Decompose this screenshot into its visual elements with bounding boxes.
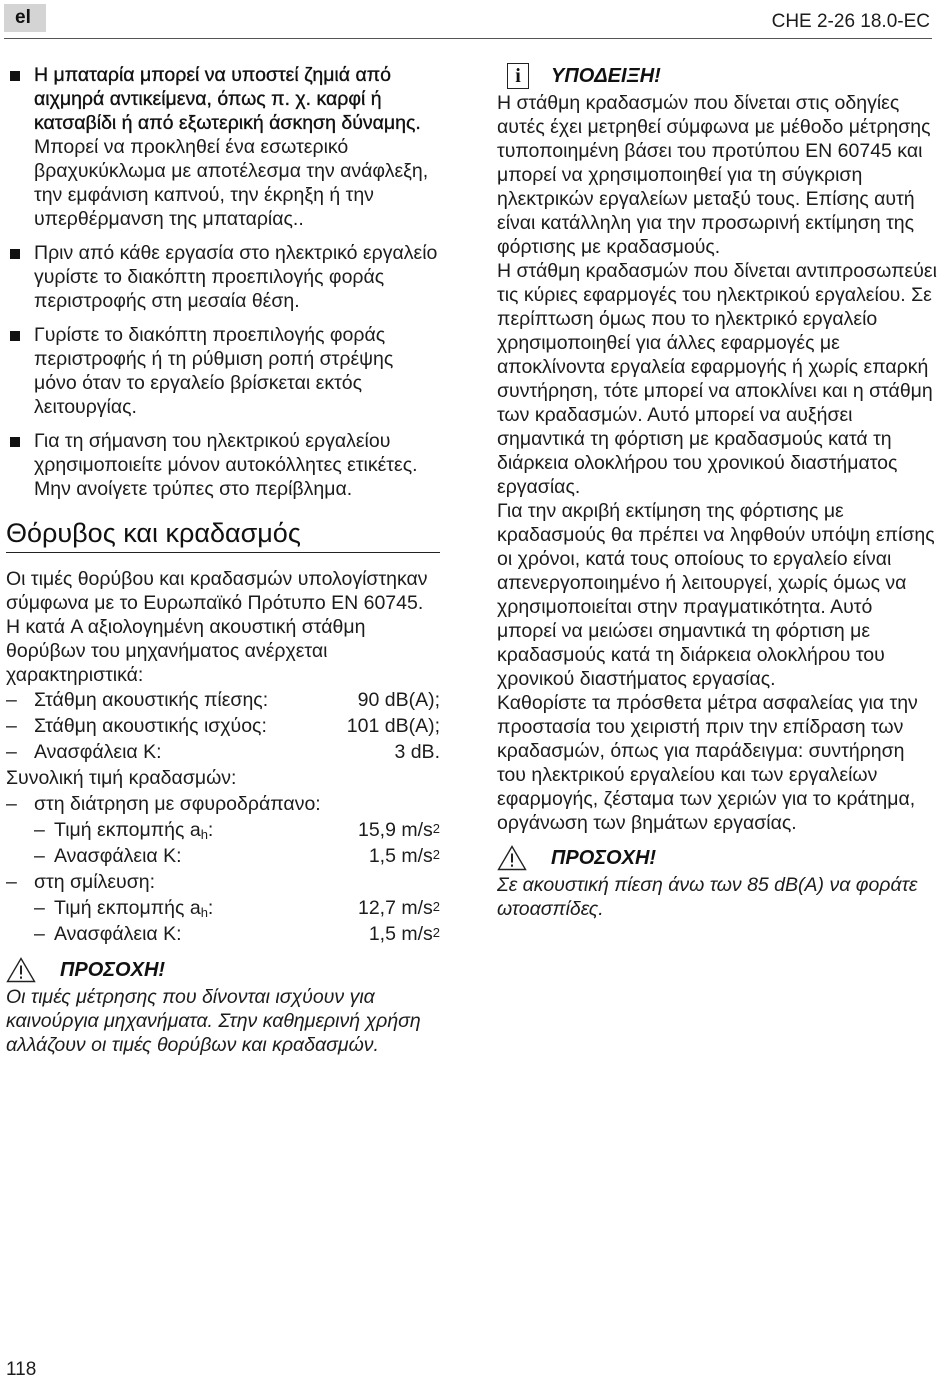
- bullet-text: Μπορεί να προκληθεί ένα εσωτερικό βραχυκύκλωμα με αποτέλεσμα την ανάφλεξη, την εμφάνιση καπνού, την έκρηξη ή την υπερθέρμανση της μπαταρίας..: [34, 136, 429, 230]
- safety-bullet-labels: [6, 429, 440, 501]
- spec-label: – στη σμίλευση:: [34, 871, 156, 893]
- spec-row-uncertainty: [6, 739, 440, 765]
- noise-level-paragraph: Η κατά A αξιολογημένη ακουστική στάθμη θορύβων του μηχανήματος ανέρχεται χαρακτηριστικά:: [6, 616, 366, 686]
- caution-text: Σε ακουστική πίεση άνω των 85 dB(A) να φοράτε ωτοασπίδες.: [497, 874, 918, 920]
- spec-value: 90 dB(A);: [357, 689, 440, 711]
- spec-value: 3 dB.: [394, 741, 440, 763]
- right-column: [497, 63, 937, 921]
- hint-paragraph-3: Για την ακριβή εκτίμηση της φόρτισης με κραδασμούς θα πρέπει να ληφθούν υπόψη επίσης οι χρόνοι, κατά τους οποίους το εργαλείο είναι απενεργοποιημένο ή λειτουργεί, χωρίς όμως να χρησιμοποιείται στην πραγματικότητα. Αυτό μπορεί να μειώσει σημαντικά τη φόρτιση με κραδασμούς κατά τη διάρκεια ολοκλήρου του χρονικού διαστήματος εργασίας.: [497, 500, 935, 690]
- page-number: 118: [6, 1359, 37, 1380]
- exponent: 2: [432, 821, 440, 836]
- vibration-total-label: Συνολική τιμή κραδασμών:: [6, 767, 237, 789]
- bullet-text-2: Μην ανοίγετε τρύπες στο περίβλημα.: [34, 478, 353, 500]
- drilling-heading: [6, 791, 440, 817]
- hint-paragraph-2: Η στάθμη κραδασμών που δίνεται αντιπροσωπεύει τις κύριες εφαρμογές του ηλεκτρικού εργαλείου. Σε περίπτωση όμως που το ηλεκτρικό εργαλείο χρησιμοποιηθεί για άλλες εφαρμογές με αποκλίνοντα εργαλεία εφαρμογής ή χωρίς επαρκή συντήρηση, τότε μπορεί να αποκλίνει και η στάθμη των κραδασμών. Αυτό μπορεί να αυξήσει σημαντικά τη φόρτιση με κραδασμούς κατά τη διάρκεια ολοκλήρου του χρονικού διαστήματος εργασίας.: [497, 260, 937, 498]
- hint-paragraph-1: Η στάθμη κραδασμών που δίνεται στις οδηγίες αυτές έχει μετρηθεί σύμφωνα με μέθοδο μέτρησης τυποποιημένη βάσει του προτύπου EN 60745 και μπορεί να χρησιμοποιηθεί για τη σύγκριση ηλεκτρικών εργαλείων μεταξύ τους. Επίσης αυτή είναι κατάλληλη για την προσωρινή εκτίμηση της φόρτισης με κραδασμούς.: [497, 92, 931, 258]
- language-tab: [4, 4, 46, 32]
- hint-paragraph-4: Καθορίστε τα πρόσθετα μέτρα ασφαλείας για την προστασία του χειριστή πριν την επίδραση των κραδασμών, όπως για παράδειγμα: συντήρηση του ηλεκτρικού εργαλείου και των εργαλείων εφαρμογής, ζέσταμα των χεριών για το κράτημα, οργάνωση των βημάτων εργασίας.: [497, 692, 918, 834]
- language-code: el: [15, 7, 31, 28]
- bullet-text: Γυρίστε το διακόπτη προεπιλογής φοράς περιστροφής ή τη ρύθμιση ροπή στρέψης μόνο όταν το εργαλείο βρίσκεται εκτός λειτουργίας.: [34, 324, 394, 418]
- hint-heading: [497, 61, 937, 91]
- warning-triangle-icon: [497, 845, 527, 871]
- spec-value: 1,5 $m/s^2$: [368, 845, 440, 867]
- spec-value: 12,7 $m/s^2$: [357, 897, 440, 919]
- spec-value: 15,9 $m/s^2$: [357, 819, 440, 841]
- spec-value: 101 dB(A);: [346, 715, 440, 737]
- subscript-h: h: [200, 905, 208, 920]
- spec-label: – Τιμή εκπομπής $a_h$:: [54, 819, 214, 842]
- spec-label: – Ανασφάλεια K:: [54, 923, 182, 945]
- section-title: Θόρυβος και κραδασμός: [6, 517, 440, 553]
- bullet-strong-text: Η μπαταρία μπορεί να υποστεί ζημιά από αιχμηρά αντικείμενα, όπως π. χ. καρφί ή κατσαβίδι ή από εξωτερική άσκηση δύναμης.: [34, 64, 421, 134]
- bullet-text: Πριν από κάθε εργασία στο ηλεκτρικό εργαλείο γυρίστε το διακόπτη προεπιλογής φοράς περιστροφής στη μεσαία θέση.: [34, 242, 438, 312]
- spec-label: – Στάθμη ακουστικής πίεσης:: [34, 689, 269, 711]
- bullet-text: Για τη σήμανση του ηλεκτρικού εργαλείου χρησιμοποιείτε μόνον αυτοκόλλητες ετικέτες.: [34, 430, 418, 476]
- spec-row-chiselling-emission: [6, 895, 440, 921]
- caution-text: Οι τιμές μέτρησης που δίνονται ισχύουν για καινούργια μηχανήματα. Στην καθημερινή χρήση αλλάζουν οι τιμές θορύβων και κραδασμών.: [6, 986, 421, 1056]
- spec-label: – Τιμή εκπομπής $a_h$:: [54, 897, 214, 920]
- hint-title: ΥΠΟΔΕΙΞΗ!: [551, 65, 661, 87]
- safety-bullet-switch-center: [6, 241, 440, 313]
- spec-label: – Ανασφάλεια K:: [34, 741, 162, 763]
- spec-row-drilling-emission: [6, 817, 440, 843]
- safety-bullet-switch-off: [6, 323, 440, 419]
- safety-bullet-battery: [6, 63, 440, 231]
- chiselling-heading: [6, 869, 440, 895]
- left-column: [6, 63, 440, 1057]
- info-icon: i: [507, 63, 529, 89]
- exponent: 2: [432, 899, 440, 914]
- standard-paragraph: Οι τιμές θορύβου και κραδασμών υπολογίστηκαν σύμφωνα με το Ευρωπαϊκό Πρότυπο EN 60745.: [6, 568, 428, 614]
- spec-row-chiselling-uncertainty: [6, 921, 440, 947]
- spec-label: – Ανασφάλεια K:: [54, 845, 182, 867]
- spec-label: – στη διάτρηση με σφυροδράπανο:: [34, 793, 321, 815]
- warning-triangle-icon: [6, 957, 36, 983]
- spec-row-sound-power: [6, 713, 440, 739]
- caution-title: ΠΡΟΣΟΧΗ!: [60, 959, 166, 981]
- spec-row-drilling-uncertainty: [6, 843, 440, 869]
- exponent: 2: [432, 847, 440, 862]
- spec-row-sound-pressure: [6, 687, 440, 713]
- spec-label: – Στάθμη ακουστικής ισχύος:: [34, 715, 267, 737]
- caution-heading: [6, 955, 440, 985]
- header-rule: [4, 38, 932, 39]
- caution-title: ΠΡΟΣΟΧΗ!: [551, 847, 657, 869]
- spec-value: 1,5 $m/s^2$: [368, 923, 440, 945]
- subscript-h: h: [200, 827, 208, 842]
- exponent: 2: [432, 925, 440, 940]
- caution-heading: [497, 843, 937, 873]
- document-code: CHE 2-26 18.0-EC: [771, 11, 930, 32]
